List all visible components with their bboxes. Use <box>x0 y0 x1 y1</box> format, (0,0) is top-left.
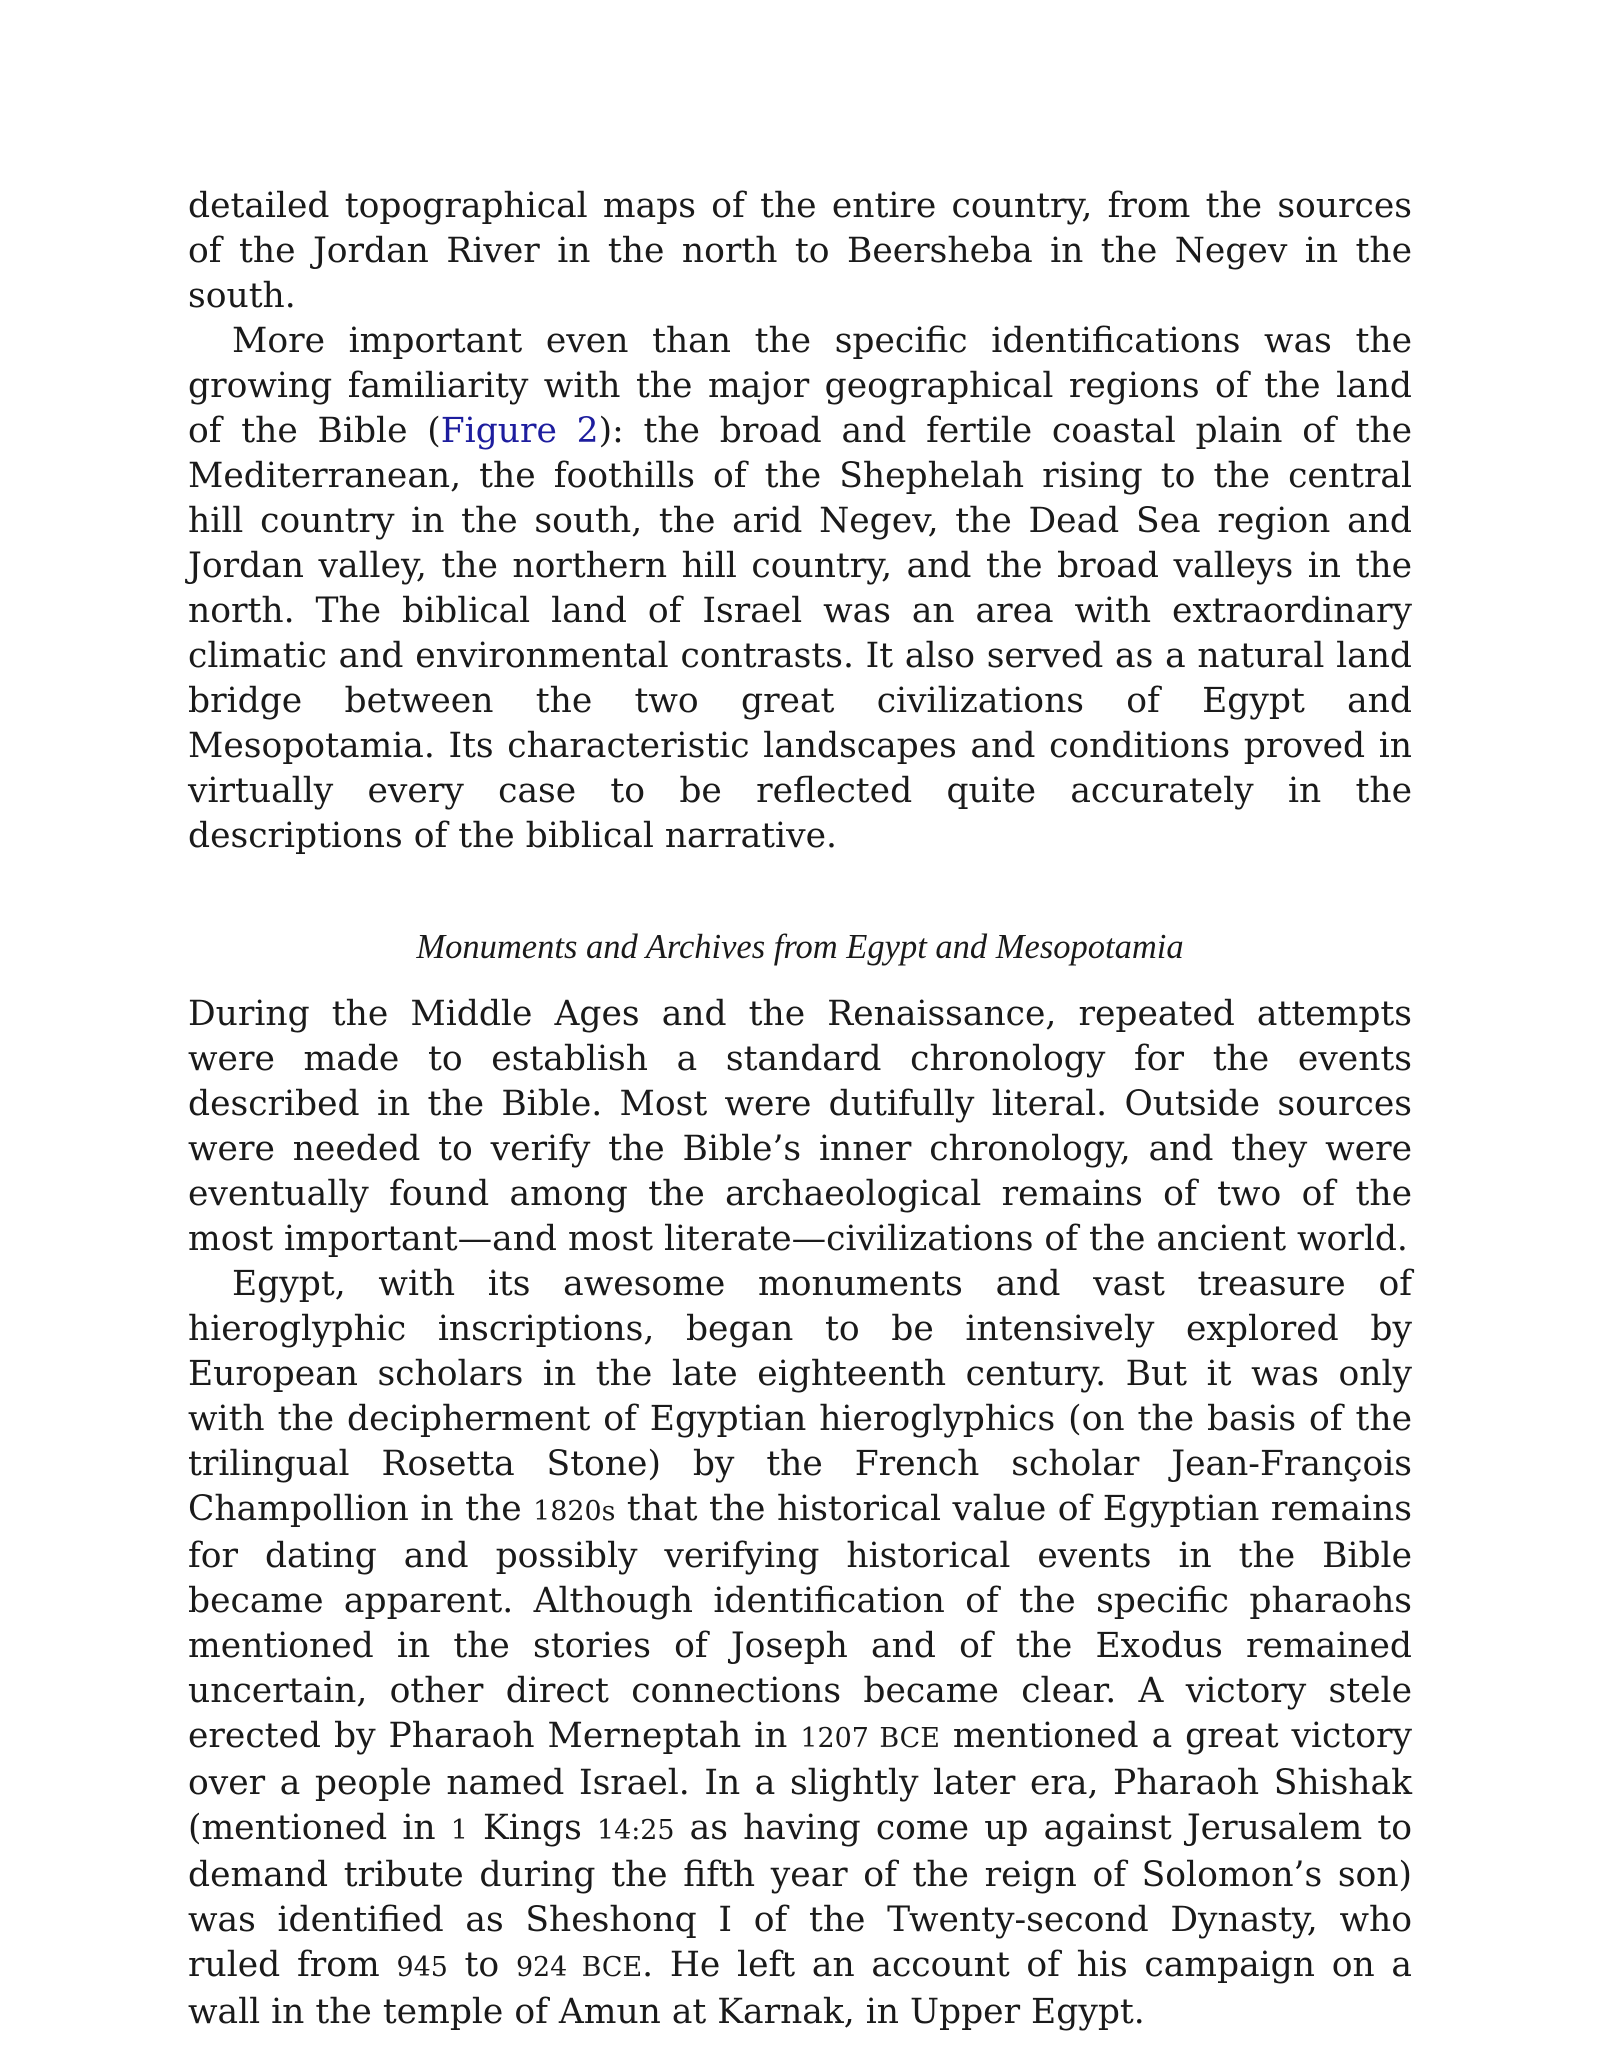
oldstyle-number: 1820s <box>533 1496 616 1527</box>
oldstyle-number: 924 BCE <box>515 1952 643 1983</box>
paragraph-text: . He left an account of his campaign on a wall in the temple of Amun at Karnak, in Upper Egypt. <box>188 1945 1412 2032</box>
egypt-paragraph <box>188 1262 1412 2035</box>
paragraph-text: mentioned a great victory over a people named Israel. In a slightly later era, Pharaoh Shishak (mentioned in <box>188 1716 1412 1848</box>
oldstyle-number: 1207 BCE <box>800 1723 940 1754</box>
oldstyle-number: 14:25 <box>596 1815 675 1846</box>
continued-paragraph: detailed topographical maps of the entire country, from the sources of the Jordan River in the north to Beersheba in the Negev in the south. <box>188 186 1412 316</box>
paragraph-text: as having come up against Jerusalem to demand tribute during the fifth year of the reign of Solomon’s son) was identified as Sheshonq I of the Twenty-second Dynasty, who ruled from <box>188 1808 1413 1985</box>
section-heading: Monuments and Archives from Egypt and Mesopotamia <box>416 928 1184 966</box>
oldstyle-number: 1 <box>450 1815 468 1846</box>
paragraph-text: ): the broad and fertile coastal plain of the Mediterranean, the foothills of the Shephelah rising to the central hill country in the south, the arid Negev, the Dead Sea region and Jordan valley, the northern hill country, and the broad valleys in the north. The biblical land of Israel was an area with extraordinary climatic and environmental contrasts. It also served as a natural land bridge between the two great civilizations of Egypt and Mesopotamia. Its characteristic landscapes and conditions proved in virtually every case to be reflected quite accurately in the descriptions of the biblical narrative. <box>188 411 1413 856</box>
figure-2-link[interactable]: Figure 2 <box>440 411 599 451</box>
geography-paragraph <box>188 319 1412 859</box>
paragraph-text: More important even than the specific identifications was the growing familiarity with the major geographical regions of the land of the Bible ( <box>188 321 1412 451</box>
page-body <box>188 184 1412 2035</box>
paragraph-text: that the historical value of Egyptian remains for dating and possibly verifying historical events in the Bible became apparent. Although identification of the specific pharaohs mentioned in the stories of Joseph and of the Exodus remained uncertain, other direct connections became clear. A victory stele erected by Pharaoh Merneptah in <box>188 1489 1412 1756</box>
oldstyle-number: 945 <box>396 1952 448 1983</box>
paragraph-text: to <box>447 1945 516 1985</box>
paragraph-text: Kings <box>467 1808 597 1848</box>
paragraph-text: Egypt, with its awesome monuments and vast treasure of hieroglyphic inscriptions, began to be intensively explored by European scholars in the late eighteenth century. But it was only with the decipherment of Egyptian hieroglyphics (on the basis of the trilingual Rosetta Stone) by the French scholar Jean-François Champollion in the <box>188 1264 1412 1529</box>
chronology-paragraph: During the Middle Ages and the Renaissance, repeated attempts were made to establish a standard chronology for the events described in the Bible. Most were dutifully literal. Outside sources were needed to verify the Bible’s inner chronology, and they were eventually found among the archaeological remains of two of the most important—and most literate—civilizations of the ancient world. <box>188 994 1412 1259</box>
